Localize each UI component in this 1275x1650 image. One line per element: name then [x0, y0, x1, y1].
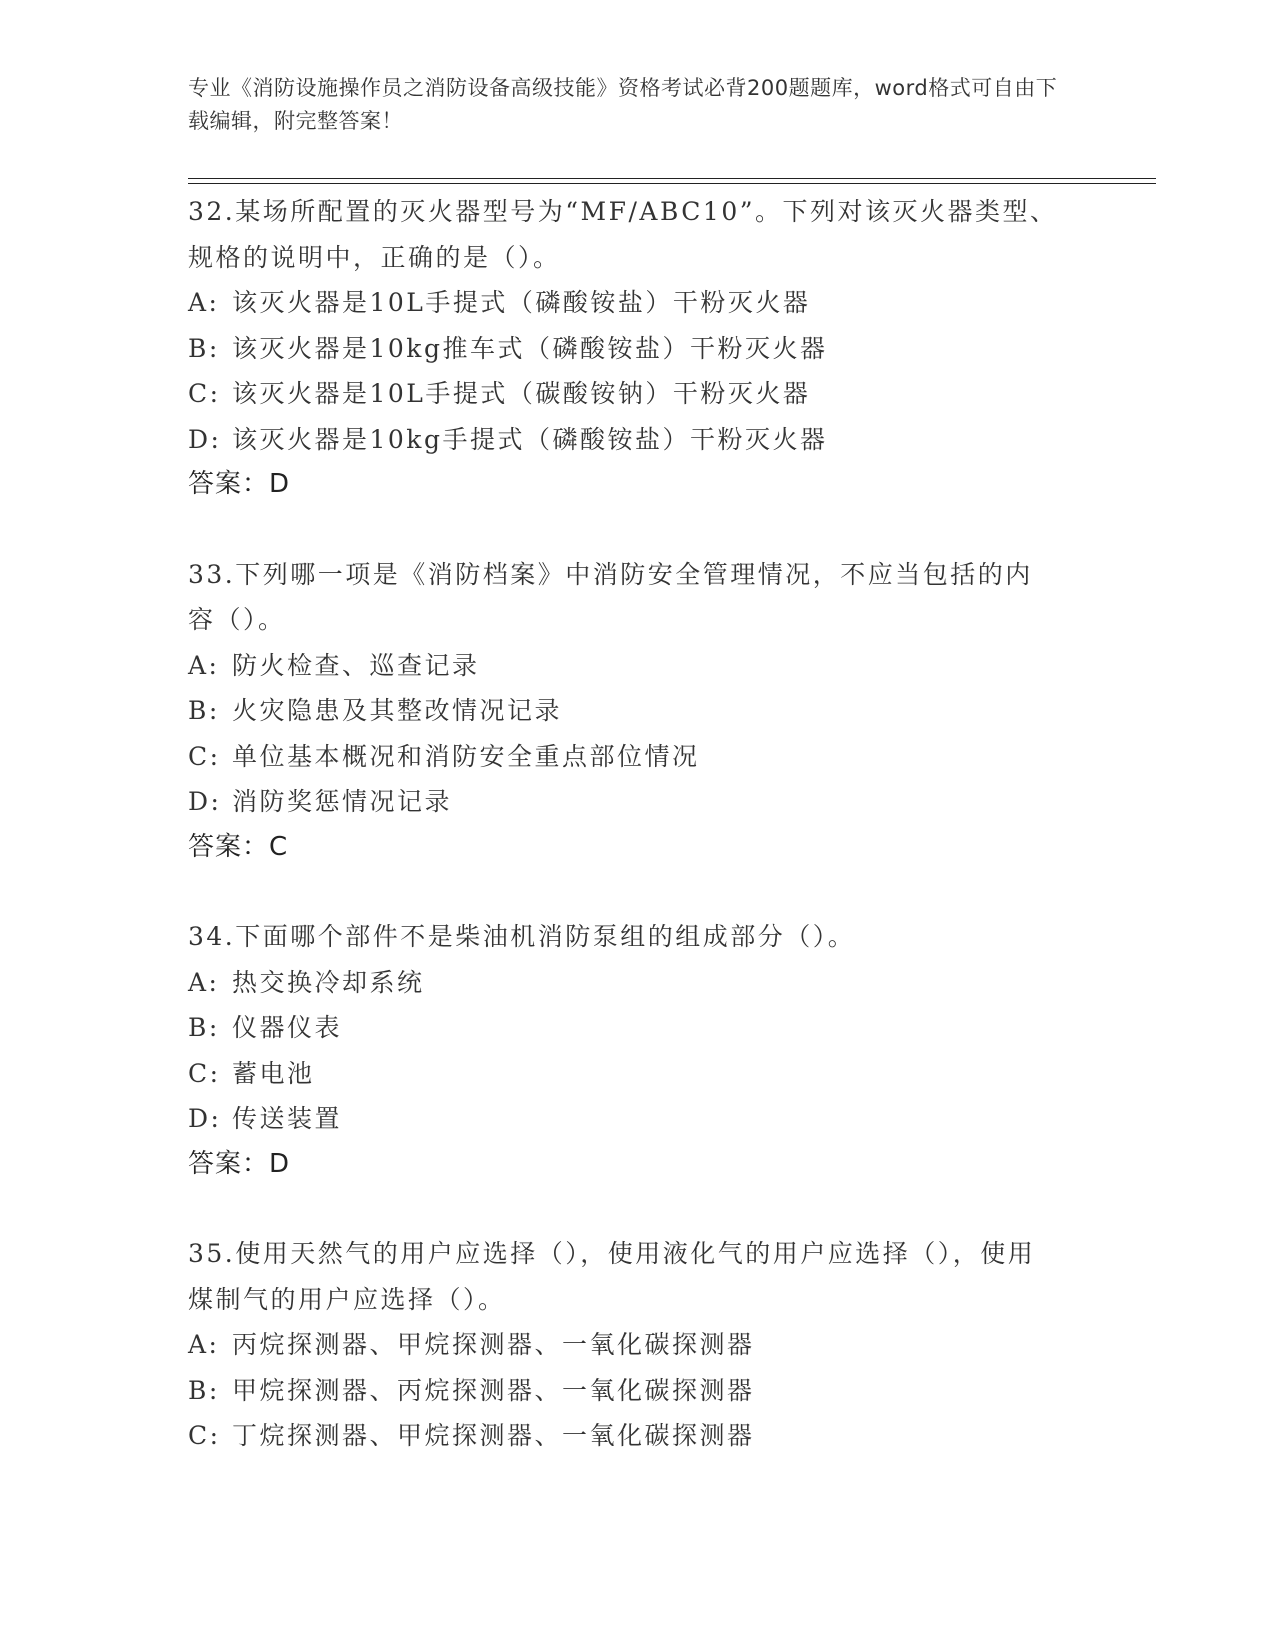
answer-label: 答案：D	[188, 1148, 291, 1179]
option-text: 防火检查、巡查记录	[232, 650, 480, 680]
option-letter: C:	[188, 379, 221, 408]
question-stem: 35.使用天然气的用户应选择（），使用液化气的用户应选择（），使用煤制气的用户应选择（）。	[188, 1239, 1036, 1314]
option-letter: C:	[188, 1058, 221, 1088]
option-letter: D:	[188, 424, 222, 454]
question-33	[188, 552, 1088, 871]
document-header: 专业《消防设施操作员之消防设备高级技能》资格考试必背200题题库，word格式可自由下载编辑，附完整答案！	[188, 76, 1058, 133]
option-letter: B:	[188, 333, 220, 363]
option-text: 仪器仪表	[232, 1013, 343, 1042]
question-stem: 33.下列哪一项是《消防档案》中消防安全管理情况，不应当包括的内容（）。	[188, 559, 1033, 634]
option-letter: A:	[188, 967, 220, 997]
option-a	[188, 1322, 1088, 1368]
option-letter: B:	[188, 1375, 220, 1405]
option-text: 热交换冷却系统	[232, 967, 425, 997]
option-c	[188, 734, 1088, 780]
option-letter: A:	[188, 650, 220, 680]
question-35	[188, 1231, 1088, 1459]
question-32	[188, 189, 1088, 508]
option-text: 单位基本概况和消防安全重点部位情况	[232, 741, 700, 771]
option-text: 蓄电池	[232, 1058, 315, 1088]
option-text: 消防奖惩情况记录	[232, 787, 453, 816]
answer-label: 答案：D	[188, 469, 291, 499]
question-34	[188, 914, 1088, 1187]
option-text: 火灾隐患及其整改情况记录	[232, 696, 563, 725]
option-d	[188, 779, 1088, 825]
option-a	[188, 960, 1088, 1006]
option-letter: A:	[188, 288, 220, 317]
option-text: 该灭火器是10kg推车式（磷酸铵盐）干粉灭火器	[232, 333, 828, 363]
option-c	[188, 1051, 1088, 1097]
option-b	[188, 1005, 1088, 1051]
option-b	[188, 326, 1088, 372]
header-divider-second	[188, 183, 1156, 184]
question-stem: 34.下面哪个部件不是柴油机消防泵组的组成部分（）。	[188, 922, 856, 951]
option-letter: B:	[188, 696, 220, 725]
option-text: 该灭火器是10L手提式（磷酸铵盐）干粉灭火器	[232, 288, 811, 317]
option-b	[188, 1368, 1088, 1414]
question-stem: 32.某场所配置的灭火器型号为“MF/ABC10”。下列对该灭火器类型、规格的说明中，正确的是（）。	[188, 197, 1058, 272]
option-text: 该灭火器是10kg手提式（磷酸铵盐）干粉灭火器	[232, 424, 828, 454]
option-text: 丙烷探测器、甲烷探测器、一氧化碳探测器	[232, 1330, 755, 1359]
option-letter: D:	[188, 1104, 222, 1133]
option-text: 丁烷探测器、甲烷探测器、一氧化碳探测器	[232, 1421, 755, 1450]
answer-label: 答案：C	[188, 831, 289, 862]
option-text: 该灭火器是10L手提式（碳酸铵钠）干粉灭火器	[232, 379, 811, 408]
question-list	[188, 189, 1088, 1459]
option-a	[188, 280, 1088, 326]
option-b	[188, 688, 1088, 734]
option-d	[188, 1096, 1088, 1142]
option-d	[188, 417, 1088, 463]
option-c	[188, 371, 1088, 417]
option-letter: D:	[188, 787, 222, 816]
header-divider	[188, 178, 1156, 179]
option-letter: B:	[188, 1013, 220, 1042]
option-c	[188, 1413, 1088, 1459]
option-letter: C:	[188, 1421, 221, 1450]
option-text: 传送装置	[232, 1104, 343, 1133]
option-letter: A:	[188, 1330, 220, 1359]
option-letter: C:	[188, 741, 221, 771]
option-a	[188, 643, 1088, 689]
option-text: 甲烷探测器、丙烷探测器、一氧化碳探测器	[232, 1375, 755, 1405]
